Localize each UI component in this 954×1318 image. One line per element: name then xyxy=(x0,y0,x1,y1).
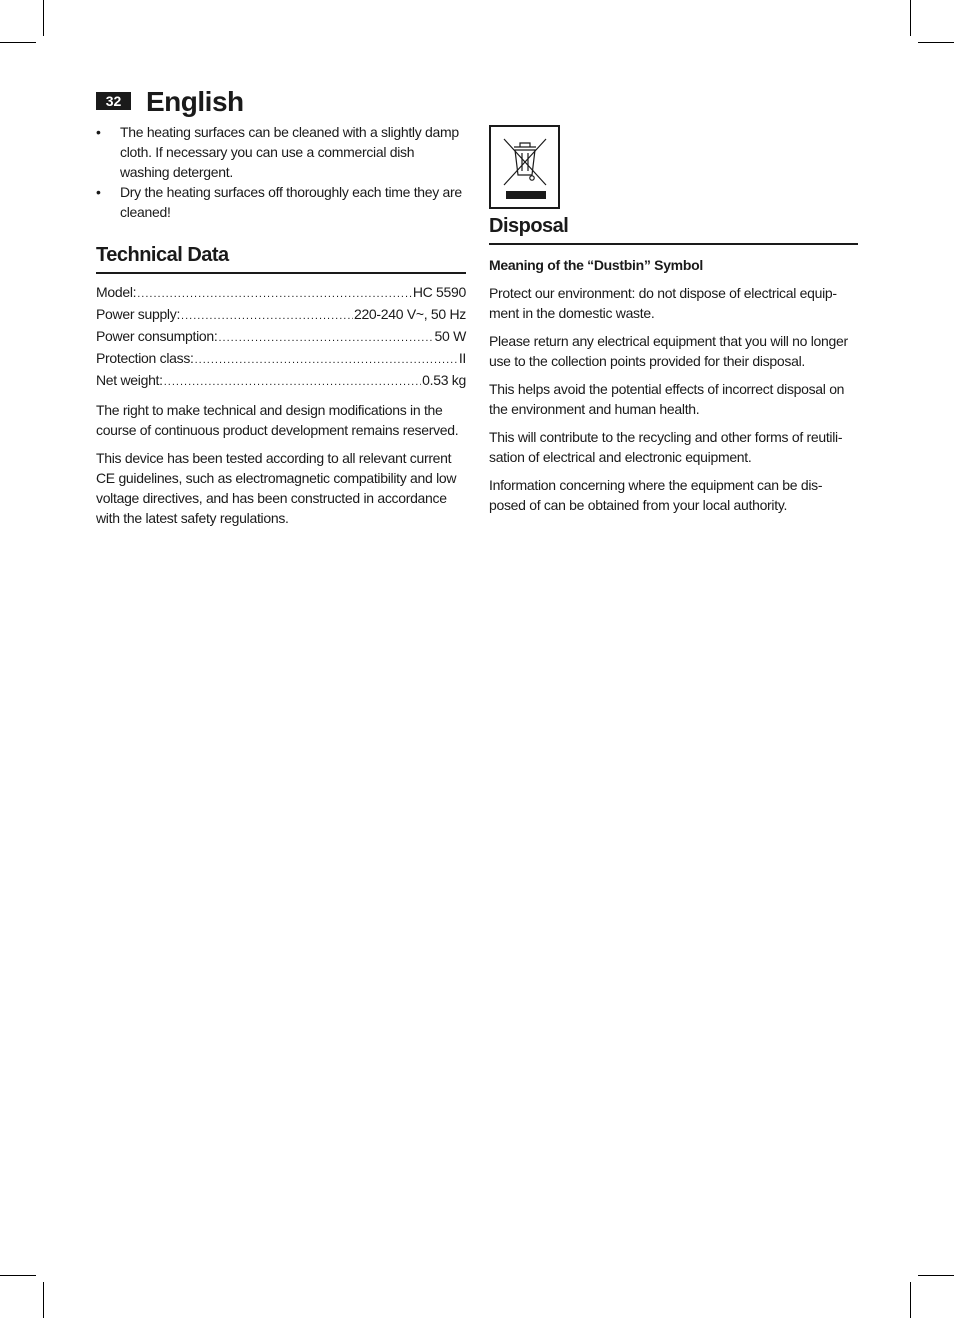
spec-label: Power supply: xyxy=(96,306,181,322)
bullet-icon: • xyxy=(96,124,101,140)
disposal-paragraph: This will contribute to the recycling and other forms of reutili-sation of electrical and electronic equipment. xyxy=(489,429,843,465)
spec-table xyxy=(96,282,466,392)
spec-value: 50 W xyxy=(434,328,466,344)
spec-row xyxy=(96,282,466,304)
right-column xyxy=(489,125,858,523)
disposal-paragraph: Information concerning where the equipment can be dis-posed of can be obtained from your local authority. xyxy=(489,477,823,513)
spec-value: 0.53 kg xyxy=(422,372,466,388)
modification-notice: The right to make technical and design modifications in the course of continuous product development remains reserved. xyxy=(96,402,459,438)
spec-label: Net weight: xyxy=(96,372,163,388)
ce-compliance-notice: This device has been tested according to all relevant current CE guidelines, such as electromagnetic compatibility and low voltage directives, and has been constructed in accordance with the latest safety regulations. xyxy=(96,450,457,526)
disposal-paragraph: This helps avoid the potential effects of incorrect disposal on the environment and human health. xyxy=(489,381,845,417)
spec-label: Model: xyxy=(96,284,137,300)
dustbin-symbol-subheading: Meaning of the “Dustbin” Symbol xyxy=(489,257,703,273)
leader-dots xyxy=(195,350,458,370)
disposal-paragraph: Protect our environment: do not dispose of electrical equip-ment in the domestic waste. xyxy=(489,285,837,321)
spec-value: 220-240 V~, 50 Hz xyxy=(353,306,466,322)
spec-label: Power consumption: xyxy=(96,328,218,344)
left-column xyxy=(96,122,466,536)
crop-mark xyxy=(43,1282,44,1318)
page-number: 32 xyxy=(96,92,131,110)
leader-dots xyxy=(181,306,353,326)
spec-row xyxy=(96,348,466,370)
spec-row xyxy=(96,326,466,348)
spec-row xyxy=(96,304,466,326)
spec-value: HC 5590 xyxy=(412,284,466,300)
crop-mark xyxy=(918,1275,954,1276)
disposal-heading: Disposal xyxy=(489,213,858,245)
list-item-text: Dry the heating surfaces off thoroughly each time they are cleaned! xyxy=(120,184,462,220)
leader-dots xyxy=(137,284,412,304)
leader-dots xyxy=(164,372,421,392)
page-title: English xyxy=(146,86,244,117)
technical-data-heading: Technical Data xyxy=(96,242,466,274)
crop-mark xyxy=(0,1275,36,1276)
crop-mark xyxy=(43,0,44,36)
cleaning-instructions-list xyxy=(96,122,466,222)
crop-mark xyxy=(918,42,954,43)
leader-dots xyxy=(218,328,433,348)
spec-label: Protection class: xyxy=(96,350,194,366)
crossed-out-wheelie-bin-icon xyxy=(489,125,560,209)
list-item xyxy=(96,122,466,182)
crop-mark xyxy=(0,42,36,43)
crop-mark xyxy=(910,1282,911,1318)
list-item-text: The heating surfaces can be cleaned with a slightly damp cloth. If necessary you can use a commercial dish washing detergent. xyxy=(120,124,459,180)
bullet-icon: • xyxy=(96,184,101,200)
disposal-paragraph: Please return any electrical equipment that you will no longer use to the collection points provided for their disposal. xyxy=(489,333,848,369)
list-item xyxy=(96,182,466,222)
crop-mark xyxy=(910,0,911,36)
spec-value: II xyxy=(458,350,466,366)
spec-row xyxy=(96,370,466,392)
bin-underline-bar xyxy=(506,191,546,199)
